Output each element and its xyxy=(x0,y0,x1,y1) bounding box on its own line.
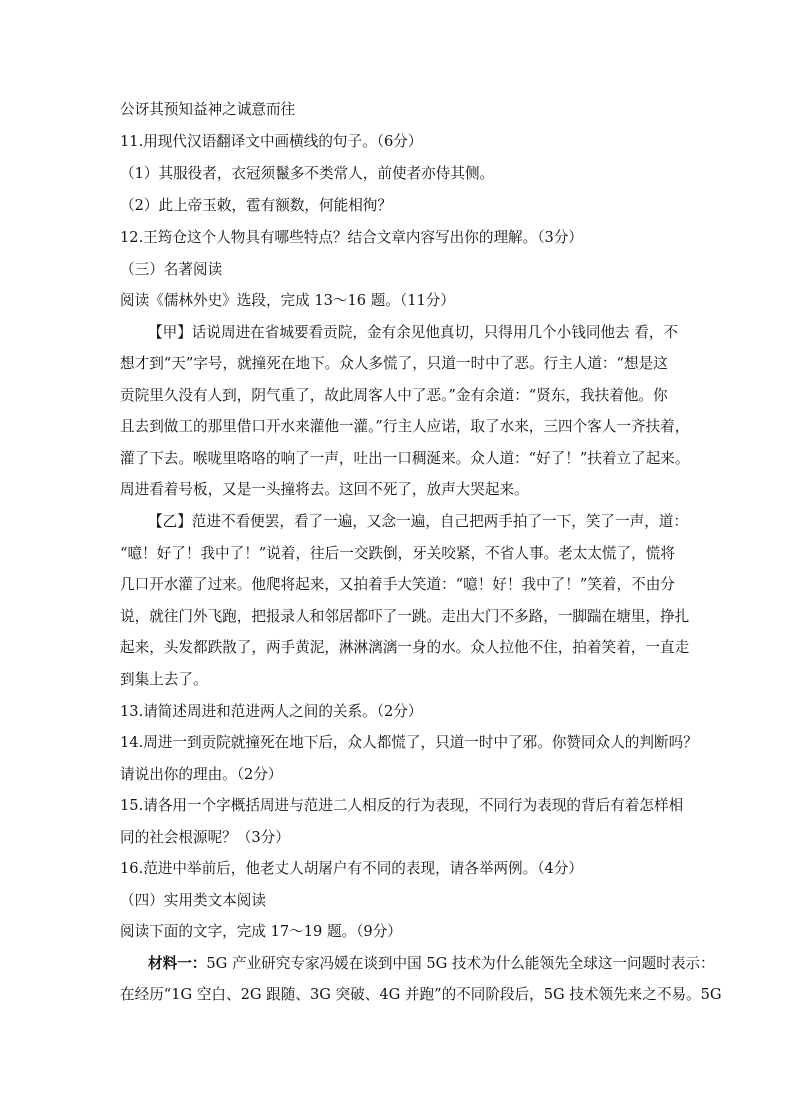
excerpt-jia-line: 且去到做工的那里借口开水来灌他一灌。”行主人应诺，取了水来，三四个客人一齐扶着， xyxy=(120,418,690,435)
section-instruction-practical: 阅读下面的文字，完成 17～19 题。（9分） xyxy=(120,923,402,940)
excerpt-jia-line: 周进看着号板，又是一头撞将去。这回不死了，放声大哭起来。 xyxy=(120,481,529,498)
section-instruction-classic: 阅读《儒林外史》选段，完成 13～16 题。（11分） xyxy=(120,292,455,309)
excerpt-jia-line: 【甲】话说周进在省城要看贡院，金有余见他真切，只得用几个小钱同他去 看，不 xyxy=(148,324,679,341)
question-12: 12.王筠仓这个人物具有哪些特点？结合文章内容写出你的理解。（3分） xyxy=(120,229,584,246)
excerpt-jia-line: 想才到“天”字号，就撞死在地下。众人多慌了，只道一时中了恶。行主人道：“想是这 xyxy=(120,355,668,372)
excerpt-yi-line: “噫！好了！我中了！”说着，往后一交跌倒，牙关咬紧，不省人事。老太太慌了，慌将 xyxy=(120,545,675,562)
material-one-line xyxy=(148,954,715,974)
excerpt-yi-line: 几口开水灌了过来。他爬将起来，又拍着手大笑道：“噫！好！我中了！”笑着，不由分 xyxy=(120,576,675,593)
material-one-line-2: 在经历“1G 空白、2G 跟随、3G 突破、4G 并跑”的不同阶段后，5G 技术领先来之不易。5G xyxy=(120,986,722,1003)
question-14-cont: 请说出你的理由。（2分） xyxy=(120,766,283,783)
material-one-text: 5G 产业研究专家冯媛在谈到中国 5G 技术为什么能领先全球这一问题时表示： xyxy=(206,955,715,972)
question-15: 15.请各用一个字概括周进与范进二人相反的行为表现，不同行为表现的背后有着怎样相 xyxy=(120,797,684,814)
excerpt-yi-line: 起来，头发都跌散了，两手黄泥，淋淋漓漓一身的水。众人拉他不住，拍着笑着，一直走 xyxy=(120,639,690,656)
question-11: 11.用现代汉语翻译文中画横线的句子。（6分） xyxy=(120,133,423,150)
excerpt-yi-line: 【乙】范进不看便罢，看了一遍，又念一遍，自己把两手拍了一下，笑了一声，道： xyxy=(148,513,688,530)
passage-end-line: 公讶其预知益神之诚意而往 xyxy=(120,101,296,118)
question-13: 13.请简述周进和范进两人之间的关系。（2分） xyxy=(120,703,423,720)
question-15-cont: 同的社会根源呢？（3分） xyxy=(120,829,290,846)
question-11-sentence-2: （2）此上帝玉敕，雹有额数，何能相徇？ xyxy=(120,197,392,214)
excerpt-jia-line: 贡院里久没有人到，阴气重了，故此周客人中了恶。”金有余道：“贤东，我扶着他。你 xyxy=(120,387,668,404)
section-heading-practical-reading: （四）实用类文本阅读 xyxy=(120,892,266,909)
excerpt-yi-line: 说，就往门外飞跑，把报录人和邻居都吓了一跳。走出大门不多路，一脚踹在塘里，挣扎 xyxy=(120,608,690,625)
section-heading-classic-reading: （三）名著阅读 xyxy=(120,261,223,278)
question-14: 14.周进一到贡院就撞死在地下后，众人都慌了，只道一时中了邪。你赞同众人的判断吗？ xyxy=(120,734,698,751)
excerpt-yi-line: 到集上去了。 xyxy=(120,671,208,688)
material-one-label: 材料一： xyxy=(148,955,207,972)
question-16: 16.范进中举前后，他老丈人胡屠户有不同的表现，请各举两例。（4分） xyxy=(120,860,584,877)
excerpt-jia-line: 灌了下去。喉咙里咯咯的响了一声，吐出一口稠涎来。众人道：“好了！”扶着立了起来。 xyxy=(120,450,690,467)
question-11-sentence-1: （1）其服役者，衣冠须鬣多不类常人，前使者亦侍其侧。 xyxy=(120,165,495,182)
